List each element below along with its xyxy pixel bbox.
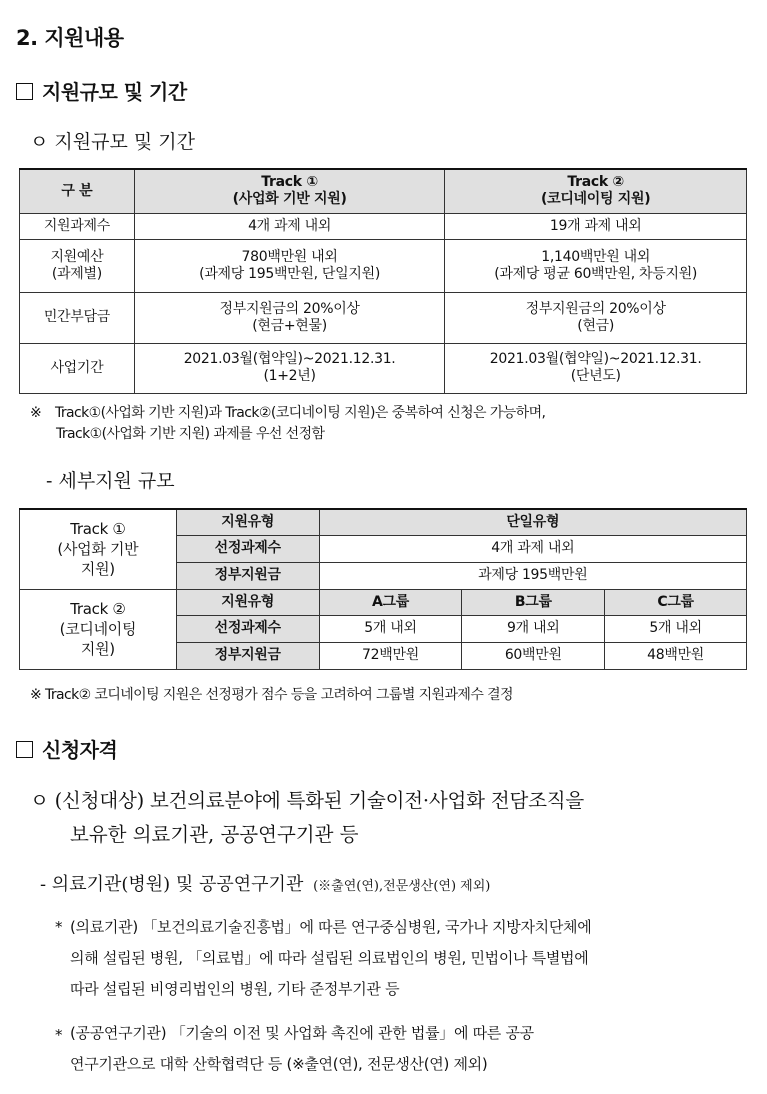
heading-support-content: 2. 지원내용	[16, 26, 124, 50]
eligibility-institutions: - 의료기관(병원) 및 공공연구기관 (※출연(연),전문생산(연) 제외)	[40, 874, 491, 895]
note-group-allocation: ※ Track② 코디네이팅 지원은 선정평가 점수 등을 고려하여 그룹별 지원과제수 결정	[30, 687, 513, 703]
table-row: 지원과제수 4개 과제 내외 19개 과제 내외	[20, 213, 747, 239]
section-title-text: 지원규모 및 기간	[42, 80, 187, 104]
support-scale-table	[19, 168, 747, 394]
star-mark: *	[55, 1026, 63, 1044]
footnote-public-research: (공공연구기관) 「기술의 이전 및 사업화 촉진에 관한 법률」에 따른 공공 연구기관으로 대학 산학협력단 등 (※출연(연), 전문생산(연) 제외)	[70, 1024, 534, 1073]
table-row: 사업기간 2021.03월(협약일)~2021.12.31. (1+2년) 2021.03월(협약일)~2021.12.31. (단년도)	[20, 343, 747, 393]
header-track1: Track ① (사업화 기반 지원)	[134, 169, 445, 213]
table-row: 민간부담금 정부지원금의 20%이상 (현금+현물) 정부지원금의 20%이상 (현금)	[20, 292, 747, 343]
detail-scale-table: Track ① (사업화 기반 지원) 지원유형 단일유형 선정과제수 4개 과제 내외 정부지원금 과제당 195백만원 Track ② (코디네이팅 지원) 지원유형 A그룹 B그룹 C그룹 선정과제수 5개 내외 9개 내외 5개 내외 정부지원금 72백만원 60백만원 48백만원	[19, 508, 747, 670]
footnote-medical-institution: (의료기관) 「보건의료기술진흥법」에 따른 연구중심병원, 국가나 지방자치단체에 의해 설립된 병원, 「의료법」에 따라 설립된 의료법인의 병원, 민법이나 특별법에 따라 설립된 비영리법인의 병원, 기타 준정부기관 등	[70, 918, 592, 998]
checkbox-square-icon	[16, 83, 33, 100]
section-title-eligibility: 신청자격	[16, 734, 117, 763]
note-duplicate-application: ※ Track①(사업화 기반 지원)과 Track②(코디네이팅 지원)은 중복하여 신청은 가능하며,	[30, 405, 546, 421]
table-row: 지원예산 (과제별) 780백만원 내외 (과제당 195백만원, 단일지원) 1,140백만원 내외 (과제당 평균 60백만원, 차등지원)	[20, 239, 747, 292]
track1-label: Track ① (사업화 기반 지원)	[20, 509, 177, 589]
track2-label: Track ② (코디네이팅 지원)	[20, 589, 177, 669]
header-track2: Track ② (코디네이팅 지원)	[445, 169, 747, 213]
header-category: 구 분	[20, 169, 135, 213]
eligibility-target-line2: 보유한 의료기관, 공공연구기관 등	[70, 823, 359, 846]
bullet-scale-period: ㅇ 지원규모 및 기간	[30, 131, 195, 153]
note-line-2: Track①(사업화 기반 지원) 과제를 우선 선정함	[56, 426, 325, 442]
checkbox-square-icon	[16, 741, 33, 758]
section-title-scale	[16, 76, 187, 105]
star-mark: *	[55, 918, 63, 936]
eligibility-target-line1: ㅇ (신청대상) 보건의료분야에 특화된 기술이전·사업화 전담조직을	[30, 789, 585, 812]
sub-heading-detail-scale: - 세부지원 규모	[46, 470, 175, 492]
